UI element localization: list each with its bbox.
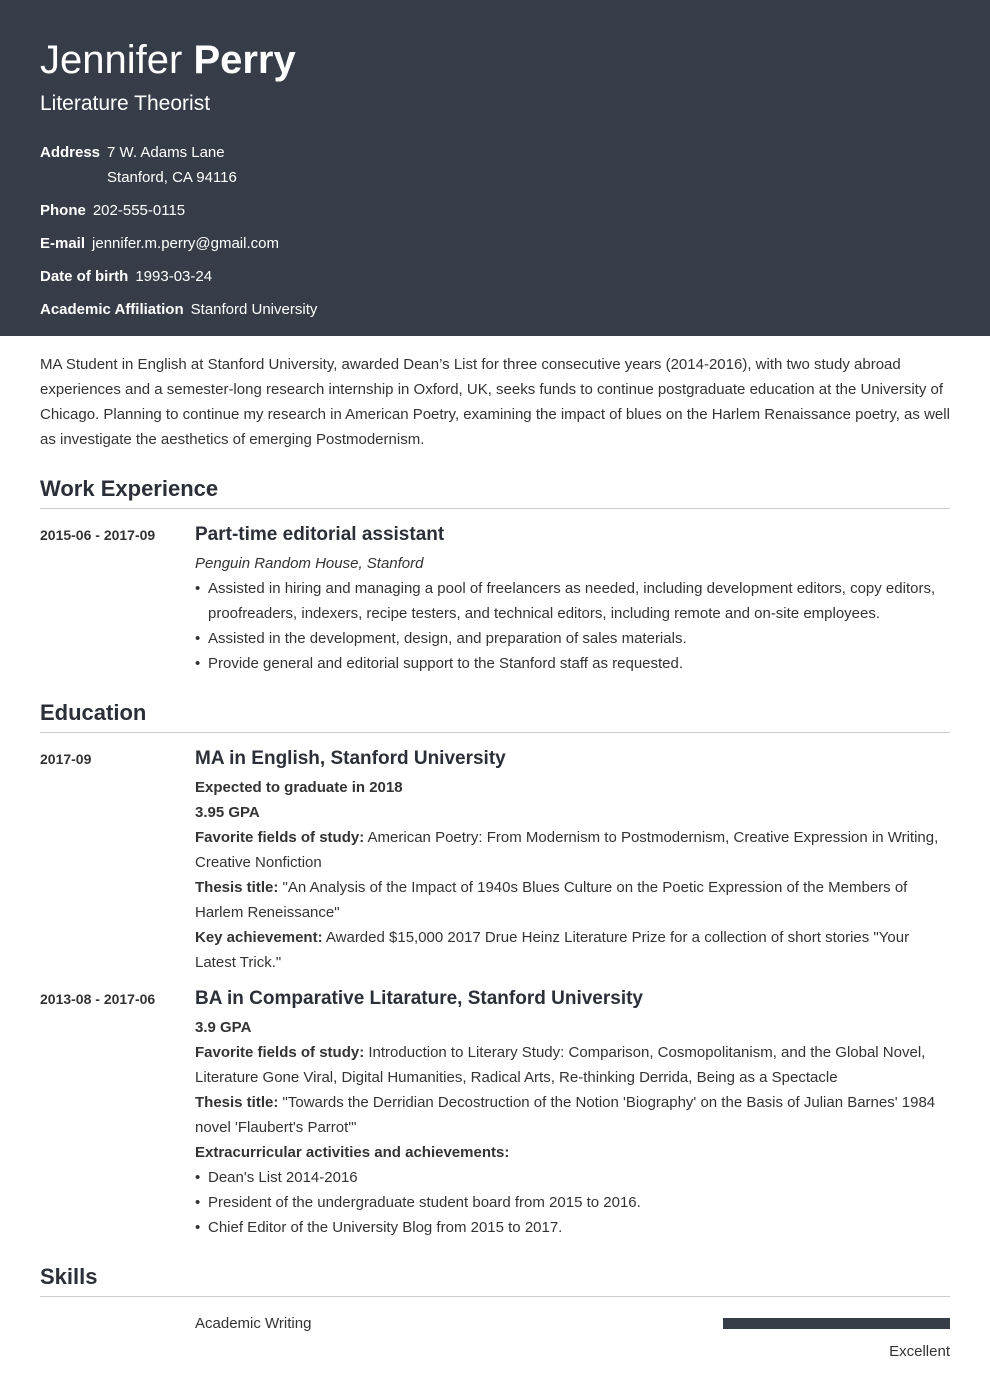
work-company: Penguin Random House, Stanford — [195, 555, 424, 572]
thesis-value: "Towards the Derridian Decostruction of the Notion 'Biography' on the Basis of Julian Barnes' 1984 novel 'Flaubert's Parrot'" — [195, 1094, 936, 1136]
fields-of-study — [195, 1040, 950, 1090]
list-item: • Dean's List 2014-2016 — [195, 1165, 950, 1190]
thesis — [195, 875, 950, 925]
achievement-label: Key achievement: — [195, 929, 323, 946]
gpa: 3.9 GPA — [195, 1019, 252, 1036]
expected-graduation: Expected to graduate in 2018 — [195, 779, 403, 796]
gpa: 3.95 GPA — [195, 804, 260, 821]
education-entry — [40, 746, 950, 975]
resume-header — [0, 0, 990, 336]
job-title: Literature Theorist — [40, 92, 211, 115]
education-title: MA in English, Stanford University — [195, 748, 506, 769]
fields-value: Introduction to Literary Study: Comparison, Cosmopolitanism, and the Global Novel, Literature Gone Viral, Digital Humanities, Radical Arts, Re-thinking Derrida, Being as a Spectacle — [195, 1044, 926, 1086]
last-name: Perry — [193, 38, 296, 82]
affiliation-row — [40, 297, 950, 322]
thesis-label: Thesis title: — [195, 1094, 279, 1111]
dob-value: 1993-03-24 — [135, 268, 213, 285]
list-item: • Provide general and editorial support to the Stanford staff as requested. — [195, 651, 950, 676]
thesis-label: Thesis title: — [195, 879, 279, 896]
skill-level-label: Excellent — [889, 1343, 950, 1360]
address-line1: 7 W. Adams Lane — [107, 144, 225, 161]
skills-heading: Skills — [40, 1262, 950, 1297]
dob-row — [40, 264, 950, 289]
fields-of-study — [195, 825, 950, 875]
fields-value: American Poetry: From Modernism to Postmodernism, Creative Expression in Writing, Creative Nonfiction — [195, 829, 939, 871]
thesis — [195, 1090, 950, 1140]
summary: MA Student in English at Stanford University, awarded Dean’s List for three consecutive years (2014-2016), with two study abroad experiences and a semester-long research internship in Oxford, UK, seeks funds to continue postgraduate education at the University of Chicago. Planning to continue my research in American Poetry, examining the impact of blues on the Harlem Renaissance poetry, as well as investigate the aesthetics of emerging Postmodernism. — [40, 356, 950, 448]
extracurricular-label: Extracurricular activities and achievements: — [195, 1144, 510, 1161]
work-experience-heading: Work Experience — [40, 474, 950, 509]
work-date: 2015-06 - 2017-09 — [40, 527, 156, 543]
achievement-value: Awarded $15,000 2017 Drue Heinz Literature Prize for a collection of short stories "Your Latest Trick." — [195, 929, 910, 971]
education-date: 2013-08 - 2017-06 — [40, 991, 156, 1007]
list-item: • President of the undergraduate student board from 2015 to 2016. — [195, 1190, 950, 1215]
thesis-value: "An Analysis of the Impact of 1940s Blues Culture on the Poetic Expression of the Members of Harlem Reneissance" — [195, 879, 908, 921]
email-row — [40, 231, 950, 256]
education-date: 2017-09 — [40, 751, 92, 767]
affiliation-label: Academic Affiliation — [40, 301, 184, 318]
phone-value: 202-555-0115 — [92, 202, 186, 219]
education-entry — [40, 986, 950, 1240]
dob-label: Date of birth — [40, 268, 129, 285]
work-entry — [40, 522, 950, 676]
skill-level — [723, 1311, 950, 1364]
address-label: Address — [40, 144, 101, 161]
phone-label: Phone — [40, 202, 86, 219]
affiliation-value: Stanford University — [190, 301, 318, 318]
education-heading: Education — [40, 698, 950, 733]
address-line2: Stanford, CA 94116 — [107, 169, 237, 186]
list-item: • Chief Editor of the University Blog from 2015 to 2017. — [195, 1215, 950, 1240]
list-item: • Assisted in hiring and managing a pool of freelancers as needed, including development editors, copy editors, proofreaders, indexers, recipe testers, and technical editors, including remote and on-site employees. — [195, 576, 950, 626]
contact-info — [40, 140, 950, 322]
extracurricular-bullets — [195, 1165, 950, 1240]
work-bullets — [195, 576, 950, 676]
resume-content — [0, 336, 990, 1364]
first-name: Jennifer — [40, 38, 183, 82]
candidate-name — [40, 38, 950, 82]
fields-label: Favorite fields of study: — [195, 829, 365, 846]
address-row — [40, 140, 950, 190]
education-title: BA in Comparative Litarature, Stanford University — [195, 988, 644, 1009]
key-achievement — [195, 925, 950, 975]
email-label: E-mail — [40, 235, 86, 252]
email-value: jennifer.m.perry@gmail.com — [92, 235, 279, 252]
phone-row — [40, 198, 950, 223]
skill-level-bar — [723, 1318, 950, 1329]
skill-row — [40, 1311, 950, 1364]
list-item: • Assisted in the development, design, and preparation of sales materials. — [195, 626, 950, 651]
work-title: Part-time editorial assistant — [195, 524, 445, 545]
skill-name: Academic Writing — [195, 1315, 312, 1332]
fields-label: Favorite fields of study: — [195, 1044, 365, 1061]
skill-level-fill — [723, 1318, 950, 1329]
